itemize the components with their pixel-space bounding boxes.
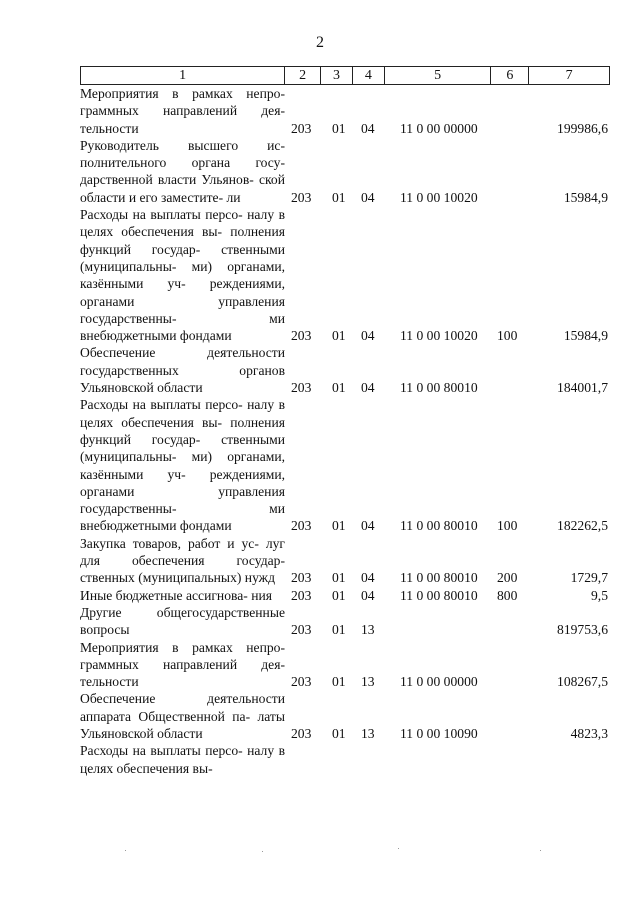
row-admin-code: 203	[291, 622, 312, 638]
row-subsection: 13	[361, 674, 375, 690]
row-sum: 819753,6	[557, 622, 608, 638]
row-subsection: 04	[361, 380, 375, 396]
row-target-code: 11 0 00 80010	[400, 587, 478, 603]
table-header	[80, 66, 610, 85]
header-col-6: 6	[491, 67, 529, 84]
row-section: 01	[332, 570, 346, 586]
row-section: 01	[332, 587, 346, 603]
row-name: Расходы на выплаты персо- налу в целях обеспечения вы- полнения функций государ- ственными (муниципальны- ми) органами, казёнными уч- реждениями, органами управления государственны- ми внебюджетными фондами	[80, 397, 285, 534]
row-target-code: 11 0 00 80010	[400, 518, 478, 534]
row-name: Мероприятия в рамках непро- граммных направлений дея- тельности	[80, 86, 285, 136]
table-row	[80, 639, 610, 691]
row-sum: 108267,5	[557, 674, 608, 690]
row-subsection: 04	[361, 328, 375, 344]
row-name: Иные бюджетные ассигнова- ния	[80, 587, 273, 603]
row-subsection: 04	[361, 518, 375, 534]
row-sum: 1729,7	[570, 570, 608, 586]
row-sum: 15984,9	[563, 328, 608, 344]
row-name: Мероприятия в рамках непро- граммных направлений дея- тельности	[80, 639, 285, 690]
row-subsection: 13	[361, 725, 375, 741]
row-admin-code: 203	[291, 189, 312, 205]
header-col-3: 3	[321, 67, 353, 84]
row-admin-code: 203	[291, 328, 312, 344]
header-col-1: 1	[81, 67, 285, 84]
row-subsection: 04	[361, 570, 375, 586]
page-number: 2	[316, 34, 324, 51]
row-section: 01	[332, 189, 346, 205]
row-expense-type: 100	[497, 328, 518, 344]
row-section: 01	[332, 328, 346, 344]
row-admin-code: 203	[291, 725, 312, 741]
row-target-code: 11 0 00 00000	[400, 120, 478, 136]
row-name: Обеспечение деятельности государственных органов Ульяновской области	[80, 345, 285, 396]
row-subsection: 04	[361, 120, 375, 136]
table-row	[80, 742, 610, 777]
row-section: 01	[332, 518, 346, 534]
row-section: 01	[332, 380, 346, 396]
row-sum: 182262,5	[557, 518, 608, 534]
row-section: 01	[332, 725, 346, 741]
row-name: Руководитель высшего ис- полнительного органа госу- дарственной власти Ульянов- ской области и его заместите- ли	[80, 137, 285, 205]
row-sum: 9,5	[591, 587, 608, 603]
table-row	[80, 587, 610, 604]
row-name: Расходы на выплаты персо- налу в целях обеспечения вы-	[80, 743, 285, 776]
row-admin-code: 203	[291, 518, 312, 534]
scan-speck	[398, 848, 399, 849]
table-row	[80, 604, 610, 639]
scan-speck	[262, 851, 263, 852]
row-name: Закупка товаров, работ и ус- луг для обеспечения государ- ственных (муниципальных) нужд	[80, 535, 285, 586]
row-section: 01	[332, 674, 346, 690]
scan-speck	[125, 850, 126, 851]
row-admin-code: 203	[291, 587, 312, 603]
header-col-4: 4	[353, 67, 385, 84]
row-target-code: 11 0 00 10020	[400, 328, 478, 344]
row-subsection: 13	[361, 622, 375, 638]
row-target-code: 11 0 00 10090	[400, 725, 478, 741]
row-admin-code: 203	[291, 570, 312, 586]
row-name: Обеспечение деятельности аппарата Общественной па- латы Ульяновской области	[80, 691, 285, 741]
row-expense-type: 100	[497, 518, 518, 534]
row-admin-code: 203	[291, 120, 312, 136]
header-col-7: 7	[565, 68, 573, 83]
row-sum: 15984,9	[563, 189, 608, 205]
row-admin-code: 203	[291, 674, 312, 690]
table-body	[80, 85, 610, 777]
row-subsection: 04	[361, 189, 375, 205]
row-subsection: 04	[361, 587, 375, 603]
row-section: 01	[332, 622, 346, 638]
row-target-code: 11 0 00 80010	[400, 380, 478, 396]
table-row	[80, 690, 610, 742]
row-target-code: 11 0 00 00000	[400, 674, 478, 690]
row-name: Другие общегосударственные вопросы	[80, 604, 285, 638]
row-target-code: 11 0 00 80010	[400, 570, 478, 586]
table-row	[80, 206, 610, 344]
row-expense-type: 800	[497, 587, 518, 603]
table-row	[80, 137, 610, 206]
table-row	[80, 344, 610, 396]
row-name: Расходы на выплаты персо- налу в целях обеспечения вы- полнения функций государ- ственными (муниципальны- ми) органами, казёнными уч- реждениями, органами управления государственны- ми внебюджетными фондами	[80, 207, 285, 344]
header-col-2: 2	[285, 67, 321, 84]
header-col-5: 5	[385, 67, 492, 84]
table-row	[80, 535, 610, 587]
row-section: 01	[332, 120, 346, 136]
scan-speck	[540, 850, 541, 851]
row-expense-type: 200	[497, 570, 518, 586]
table-row	[80, 85, 610, 137]
row-sum: 199986,6	[557, 120, 608, 136]
row-target-code: 11 0 00 10020	[400, 189, 478, 205]
row-sum: 184001,7	[557, 380, 608, 396]
row-sum: 4823,3	[570, 725, 608, 741]
scan-specks	[0, 846, 640, 856]
row-admin-code: 203	[291, 380, 312, 396]
table-row	[80, 396, 610, 534]
